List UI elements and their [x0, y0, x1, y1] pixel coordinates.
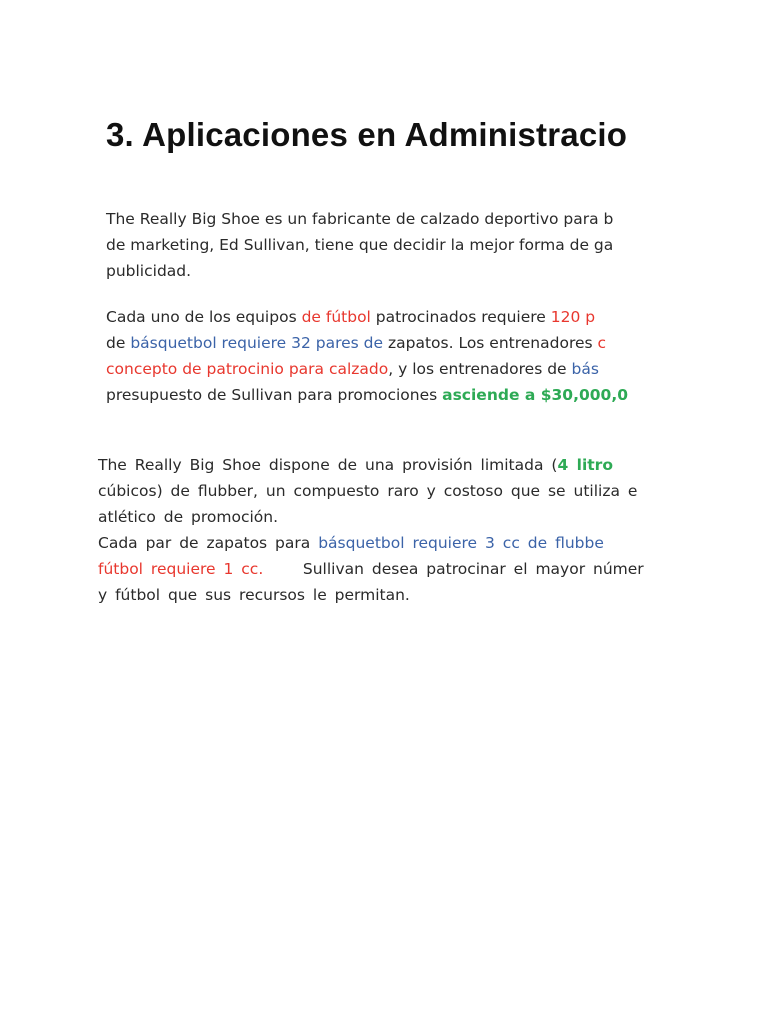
text-segment: Sullivan desea patrocinar el mayor númer [263, 560, 644, 578]
text-segment: zapatos. Los entrenadores [383, 334, 598, 352]
text-segment: Cada uno de los equipos [106, 308, 302, 326]
requirements-paragraph [106, 304, 628, 408]
highlight-patrocinio: concepto de patrocinio para calzado [106, 360, 389, 378]
requirements-line-4 [106, 382, 628, 408]
highlight-basquetbol-3cc: básquetbol requiere 3 cc de flubbe [318, 534, 604, 552]
requirements-line-1 [106, 304, 628, 330]
highlight-4-litros: 4 litro [557, 456, 613, 474]
intro-line-2: de marketing, Ed Sullivan, tiene que decidir la mejor forma de ga [106, 236, 614, 254]
slide [0, 100, 700, 620]
intro-line-1: The Really Big Shoe es un fabricante de calzado deportivo para b [106, 210, 614, 228]
requirements-line-2 [106, 330, 628, 356]
highlight-120-pares: 120 p [550, 308, 596, 326]
text-segment: Cada par de zapatos para [98, 534, 319, 552]
flubber-line-4 [98, 530, 644, 556]
requirements-line-3 [106, 356, 628, 382]
intro-paragraph [106, 206, 613, 284]
flubber-paragraph [98, 452, 644, 608]
text-segment: , y los entrenadores de [388, 360, 572, 378]
flubber-line-5 [98, 556, 644, 582]
text-segment: patrocinados requiere [370, 308, 551, 326]
text-segment: The Really Big Shoe dispone de una provisión limitada ( [98, 456, 558, 474]
text-segment: de [106, 334, 131, 352]
highlight-truncated: c [597, 334, 607, 352]
text-segment: presupuesto de Sullivan para promociones [106, 386, 443, 404]
flubber-line-3: atlético de promoción. [98, 508, 279, 526]
flubber-line-1 [98, 452, 644, 478]
slide-title: 3. Aplicaciones en Administracio [106, 116, 628, 153]
highlight-budget: asciende a $30,000,0 [442, 386, 628, 404]
flubber-line-2: cúbicos) de flubber, un compuesto raro y costoso que se utiliza e [98, 482, 638, 500]
highlight-futbol: de fútbol [301, 308, 371, 326]
flubber-line-6: y fútbol que sus recursos le permitan. [98, 586, 410, 604]
highlight-basquetbol-2: bás [571, 360, 599, 378]
intro-line-3: publicidad. [106, 262, 192, 280]
highlight-futbol-1cc: fútbol requiere 1 cc. [98, 560, 264, 578]
highlight-basquetbol: básquetbol requiere 32 pares de [130, 334, 384, 352]
